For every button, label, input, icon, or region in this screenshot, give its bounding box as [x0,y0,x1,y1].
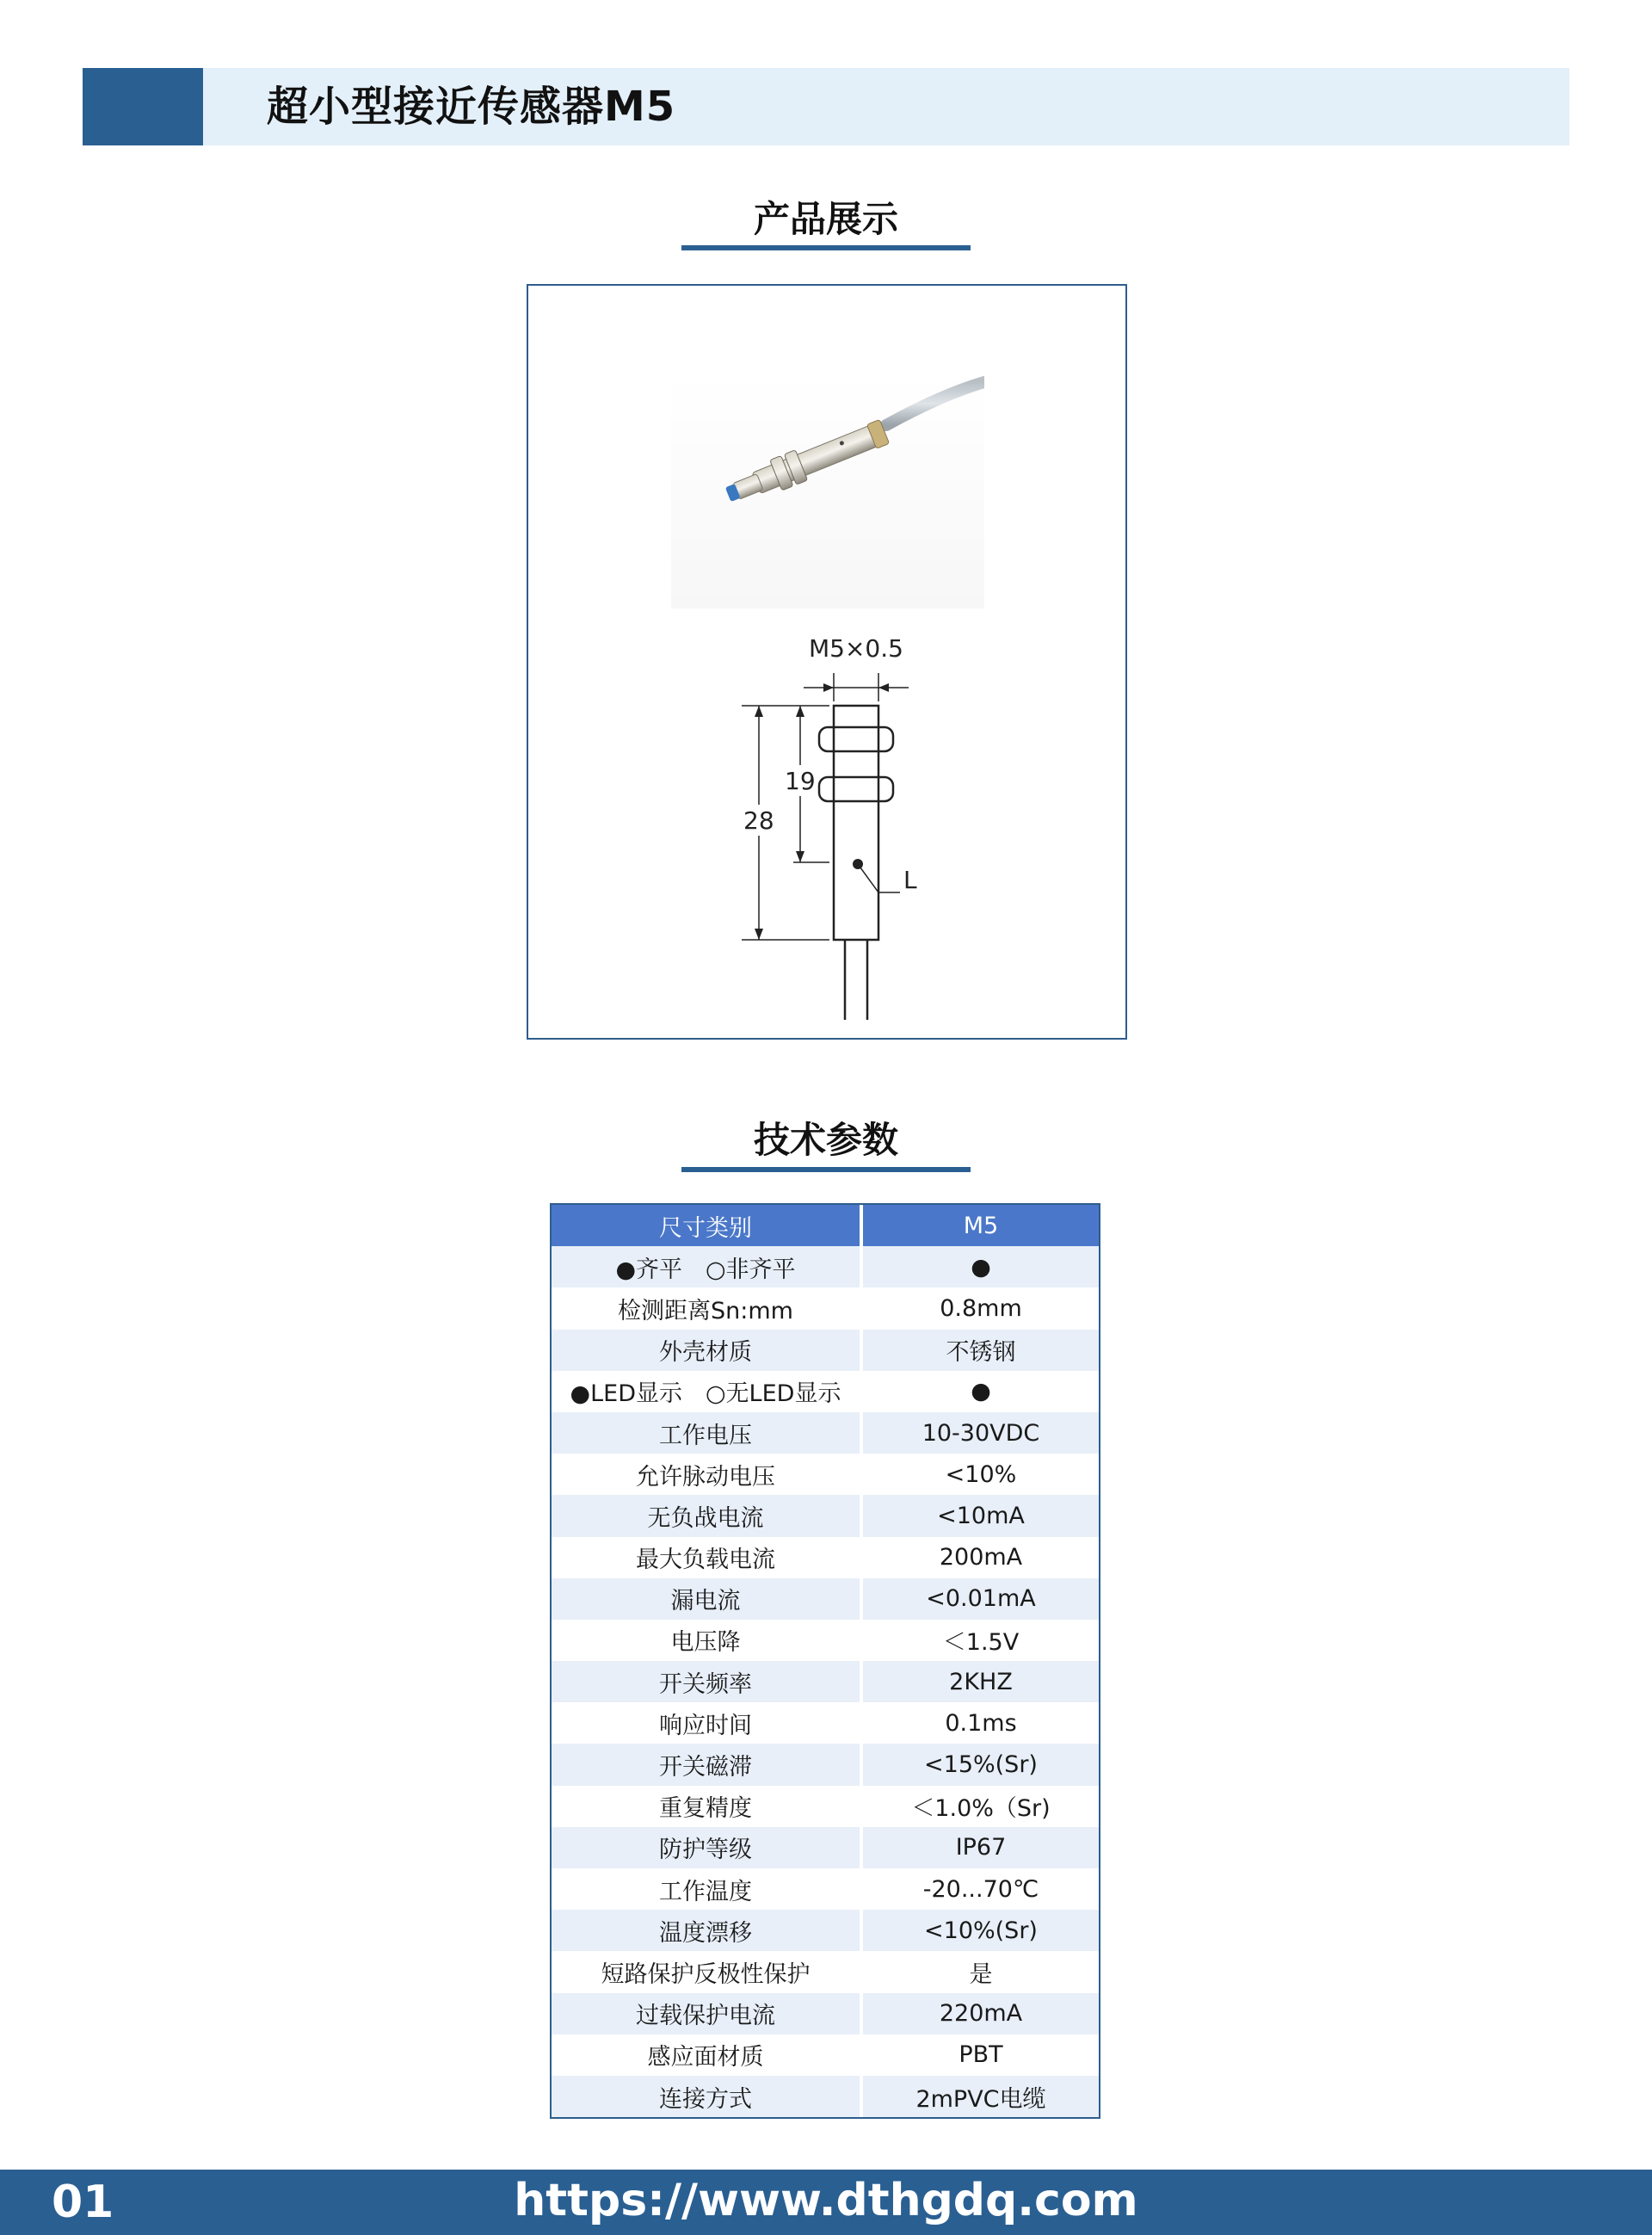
spec-label: 开关磁滞 [552,1744,861,1785]
table-row [552,1661,1099,1702]
table-row [552,1744,1099,1785]
table-row [552,1578,1099,1620]
spec-value: PBT [861,2034,1099,2076]
spec-value: <15%(Sr) [861,1744,1099,1785]
spec-label: 最大负载电流 [552,1537,861,1578]
spec-value: 0.1ms [861,1702,1099,1744]
spec-label: 无负战电流 [552,1495,861,1536]
spec-label: 短路保护反极性保护 [552,1951,861,1992]
spec-value: 200mA [861,1537,1099,1578]
page-number: 01 [52,2176,114,2228]
spec-value: ● [861,1246,1099,1287]
table-header-value: M5 [861,1205,1099,1246]
spec-label: 外壳材质 [552,1330,861,1371]
spec-label: 过载保护电流 [552,1993,861,2034]
spec-value: 10-30VDC [861,1412,1099,1454]
spec-label: 电压降 [552,1620,861,1661]
page-title: 超小型接近传感器M5 [267,83,676,131]
spec-label: ●齐平 ○非齐平 [552,1246,861,1287]
spec-label: 允许脉动电压 [552,1454,861,1495]
header-band [83,68,1569,145]
table-row [552,1910,1099,1951]
table-header-row [552,1205,1099,1246]
table-row [552,2034,1099,2076]
table-row [552,1330,1099,1371]
spec-value: ＜1.0%（Sr) [861,1786,1099,1827]
spec-value: 2mPVC电缆 [861,2076,1099,2117]
spec-value: IP67 [861,1827,1099,1868]
spec-label: 开关频率 [552,1661,861,1702]
spec-label: 温度漂移 [552,1910,861,1951]
spec-value: 不锈钢 [861,1330,1099,1371]
table-row [552,1620,1099,1661]
table-row [552,1454,1099,1495]
table-row [552,1702,1099,1744]
spec-label: 漏电流 [552,1578,861,1620]
spec-value: ＜1.5V [861,1620,1099,1661]
spec-value: 是 [861,1951,1099,1992]
table-row [552,1951,1099,1992]
section-title-product: 产品展示 [753,198,898,240]
specs-table [550,1203,1100,2119]
sensor-photo-illustration [671,372,984,608]
spec-value: -20...70℃ [861,1868,1099,1910]
thread-dimension-label: M5×0.5 [809,634,903,663]
website-url: https://www.dthgdq.com [514,2175,1138,2226]
section-rule-product [681,245,971,250]
spec-value: 0.8mm [861,1287,1099,1329]
spec-label: 防护等级 [552,1827,861,1868]
spec-label: 感应面材质 [552,2034,861,2076]
header-accent-block [83,68,203,145]
thread-length-label: 19 [785,767,816,795]
table-row [552,1786,1099,1827]
table-row [552,1993,1099,2034]
table-row [552,2076,1099,2117]
spec-value: <0.01mA [861,1578,1099,1620]
spec-label: 检测距离Sn:mm [552,1287,861,1329]
product-photo [671,372,984,608]
table-row [552,1412,1099,1454]
spec-value: 2KHZ [861,1661,1099,1702]
spec-value: <10% [861,1454,1099,1495]
table-row [552,1246,1099,1287]
total-length-label: 28 [743,806,774,835]
dimension-drawing [528,608,1125,1039]
spec-label: 连接方式 [552,2076,861,2117]
section-rule-specs [681,1167,971,1172]
spec-label: ●LED显示 ○无LED显示 [552,1371,861,1412]
spec-value: <10%(Sr) [861,1910,1099,1951]
spec-label: 重复精度 [552,1786,861,1827]
table-row [552,1827,1099,1868]
section-title-specs: 技术参数 [753,1119,898,1161]
table-row [552,1287,1099,1329]
led-indicator-label: L [903,866,917,894]
table-row [552,1371,1099,1412]
spec-value: <10mA [861,1495,1099,1536]
spec-label: 响应时间 [552,1702,861,1744]
spec-label: 工作温度 [552,1868,861,1910]
table-header-label: 尺寸类别 [552,1205,861,1246]
product-frame [527,284,1127,1040]
footer-band [0,2170,1652,2235]
spec-label: 工作电压 [552,1412,861,1454]
table-row [552,1537,1099,1578]
spec-value: ● [861,1371,1099,1412]
spec-value: 220mA [861,1993,1099,2034]
table-row [552,1868,1099,1910]
table-row [552,1495,1099,1536]
